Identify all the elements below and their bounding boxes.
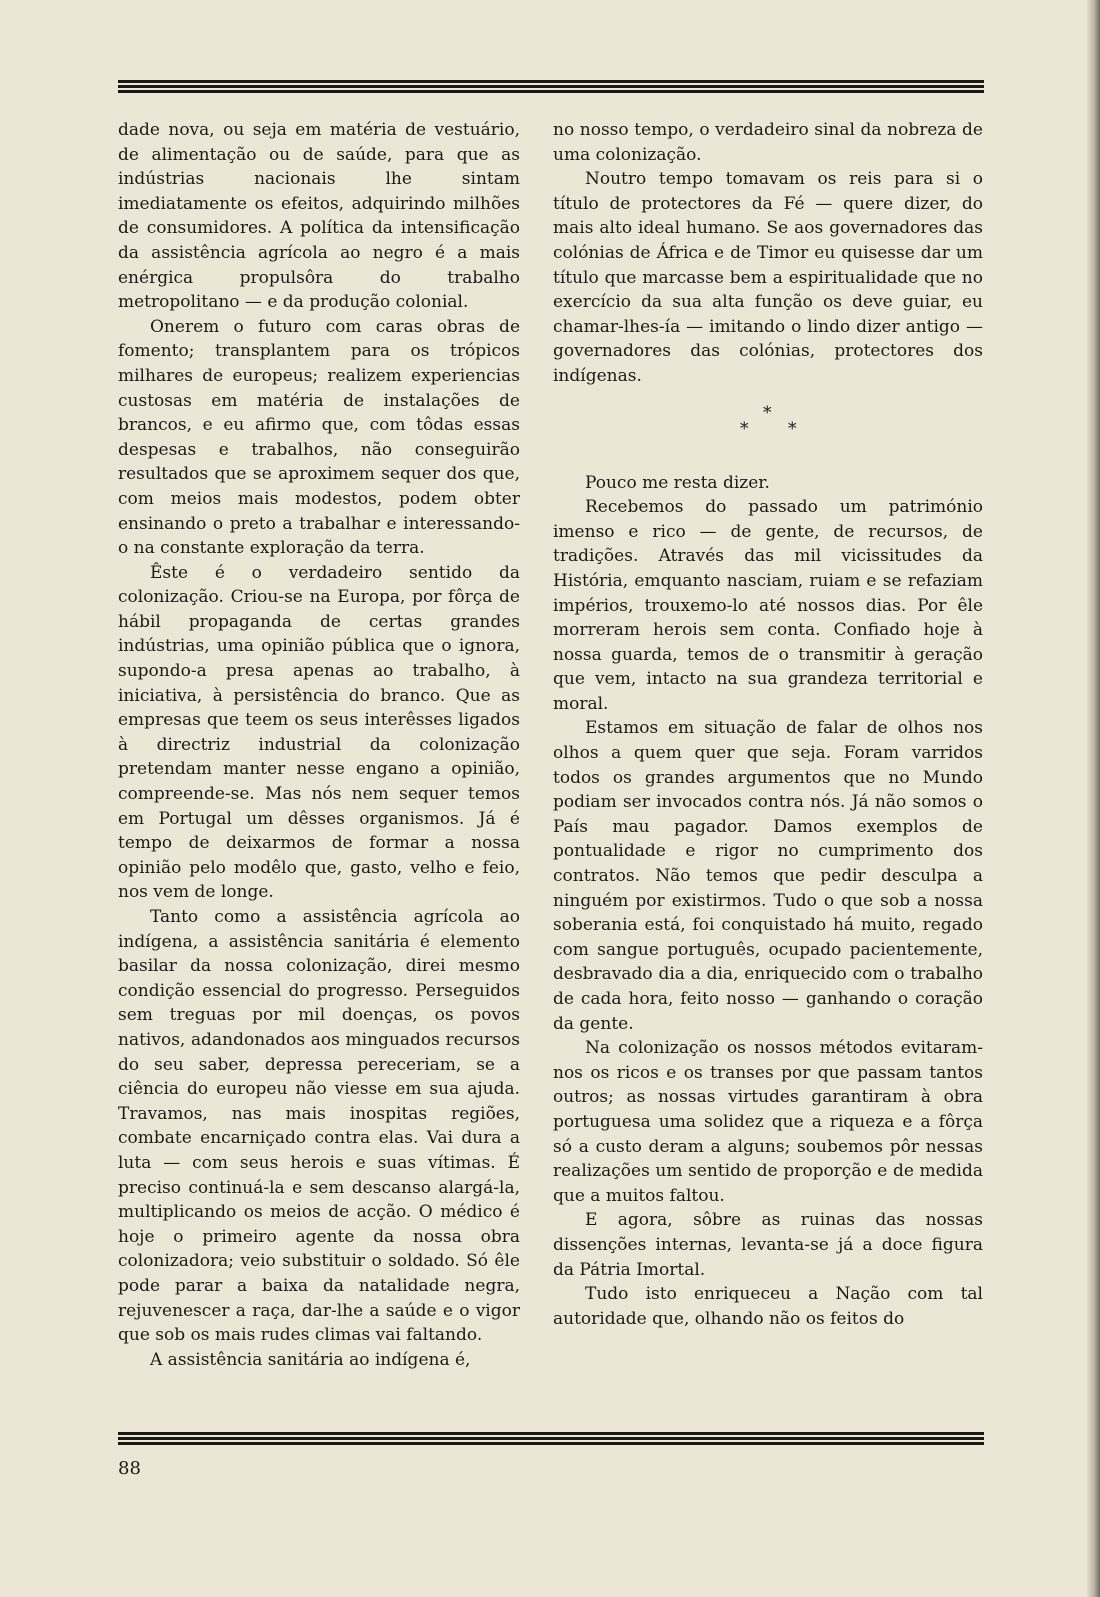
asterisk-glyph: *	[788, 418, 797, 439]
page-edge	[1086, 0, 1100, 1597]
paragraph: Estamos em situação de falar de olhos nos olhos a quem quer que seja. Foram varridos todos os grandes argumentos que no Mundo podiam ser invocados contra nós. Já não somos o País mau pagador. Damos exemplos de pontualidade e rigor no cumprimento dos contratos. Não temos que pedir desculpa a ninguém por existirmos. Tudo o que sob a nossa soberania está, foi conquistado há muito, regado com sangue português, ocupado pacientemente, desbravado dia a dia, enriquecido com o trabalho de cada hora, feito nosso — ganhando o coração da gente.	[553, 718, 983, 1034]
asterisk-glyph: *	[740, 418, 749, 439]
right-column	[553, 118, 983, 1331]
left-column	[118, 118, 520, 1372]
paragraph: Na colonização os nossos métodos evitaram-nos os ricos e os transes por que passam tantos outros; as nossas virtudes garantiram à obra portuguesa uma solidez que a riqueza e a fôrça só a custo deram a alguns; soubemos pôr nessas realizações um sentido de proporção e de medida que a muitos faltou.	[553, 1038, 983, 1206]
paragraph: Onerem o futuro com caras obras de fomento; transplantem para os trópicos milhares de europeus; realizem experiencias custosas em matéria de instalações de brancos, e eu afirmo que, com tôdas essas despesas e trabalhos, não conseguirão resultados que se aproximem sequer dos que, com meios mais modestos, podem obter ensinando o preto a trabalhar e interessando-o na constante exploração da terra.	[118, 316, 520, 559]
paragraph: Tudo isto enriqueceu a Nação com tal autoridade que, olhando não os feitos do	[553, 1284, 983, 1329]
section-break-asterism	[553, 389, 983, 471]
paragraph: E agora, sôbre as ruinas das nossas dissenções internas, levanta-se já a doce figura da Pátria Imortal.	[553, 1210, 983, 1280]
paragraph: dade nova, ou seja em matéria de vestuário, de alimentação ou de saúde, para que as indústrias nacionais lhe sintam imediatamente os efeitos, adquirindo milhões de consumidores. A política da intensificação da assistência agrícola ao negro é a mais enérgica propulsôra do trabalho metropolitano — e da produção colonial.	[118, 120, 520, 313]
paragraph: Êste é o verdadeiro sentido da colonização. Criou-se na Europa, por fôrça de hábil propaganda de certas grandes indústrias, uma opinião pública que o ignora, supondo-a presa apenas ao trabalho, à iniciativa, à persistência do branco. Que as empresas que teem os seus interêsses ligados à directriz industrial da colonização pretendam manter nesse engano a opinião, compreende-se. Mas nós nem sequer temos em Portugal um dêsses organismos. Já é tempo de deixarmos de formar a nossa opinião pelo modêlo que, gasto, velho e feio, nos vem de longe.	[118, 562, 520, 903]
top-rule	[118, 80, 984, 95]
paragraph: no nosso tempo, o verdadeiro sinal da nobreza de uma colonização.	[553, 120, 983, 165]
paragraph: A assistência sanitária ao indígena é,	[150, 1349, 471, 1370]
bottom-rule	[118, 1432, 984, 1447]
paragraph: Tanto como a assistência agrícola ao indígena, a assistência sanitária é elemento basilar da nossa colonização, direi mesmo condição essencial do progresso. Perseguidos sem treguas por mil doenças, os povos nativos, adandonados aos minguados recursos do seu saber, depressa pereceriam, se a ciência do europeu não viesse em sua ajuda. Travamos, nas mais inospitas regiões, combate encarniçado contra elas. Vai dura a luta — com seus herois e suas vítimas. É preciso continuá-la e sem descanso alargá-la, multiplicando os meios de acção. O médico é hoje o primeiro agente da nossa obra colonizadora; veio substituir o soldado. Só êle pode parar a baixa da natalidade negra, rejuvenescer a raça, dar-lhe a saúde e o vigor que sob os mais rudes climas vai faltando.	[118, 907, 520, 1346]
paragraph: Noutro tempo tomavam os reis para si o título de protectores da Fé — quere dizer, do mais alto ideal humano. Se aos governadores das colónias de África e de Timor eu quisesse dar um título que marcasse bem a espiritualidade que no exercício da sua alta função os deve guiar, eu chamar-lhes-ía — imitando o lindo dizer antigo — governadores das colónias, protectores dos indígenas.	[553, 169, 983, 386]
paragraph: Pouco me resta dizer.	[585, 472, 770, 493]
paragraph: Recebemos do passado um património imenso e rico — de gente, de recursos, de tradições. Através das mil vicissitudes da História, emquanto nasciam, ruiam e se refaziam impérios, trouxemo-lo até nossos dias. Por êle morreram herois sem conta. Confiado hoje à nossa guarda, temos de o transmitir à geração que vem, intacto na sua grandeza territorial e moral.	[553, 497, 983, 714]
page-number: 88	[118, 1458, 141, 1479]
asterisk-glyph: *	[763, 402, 772, 423]
